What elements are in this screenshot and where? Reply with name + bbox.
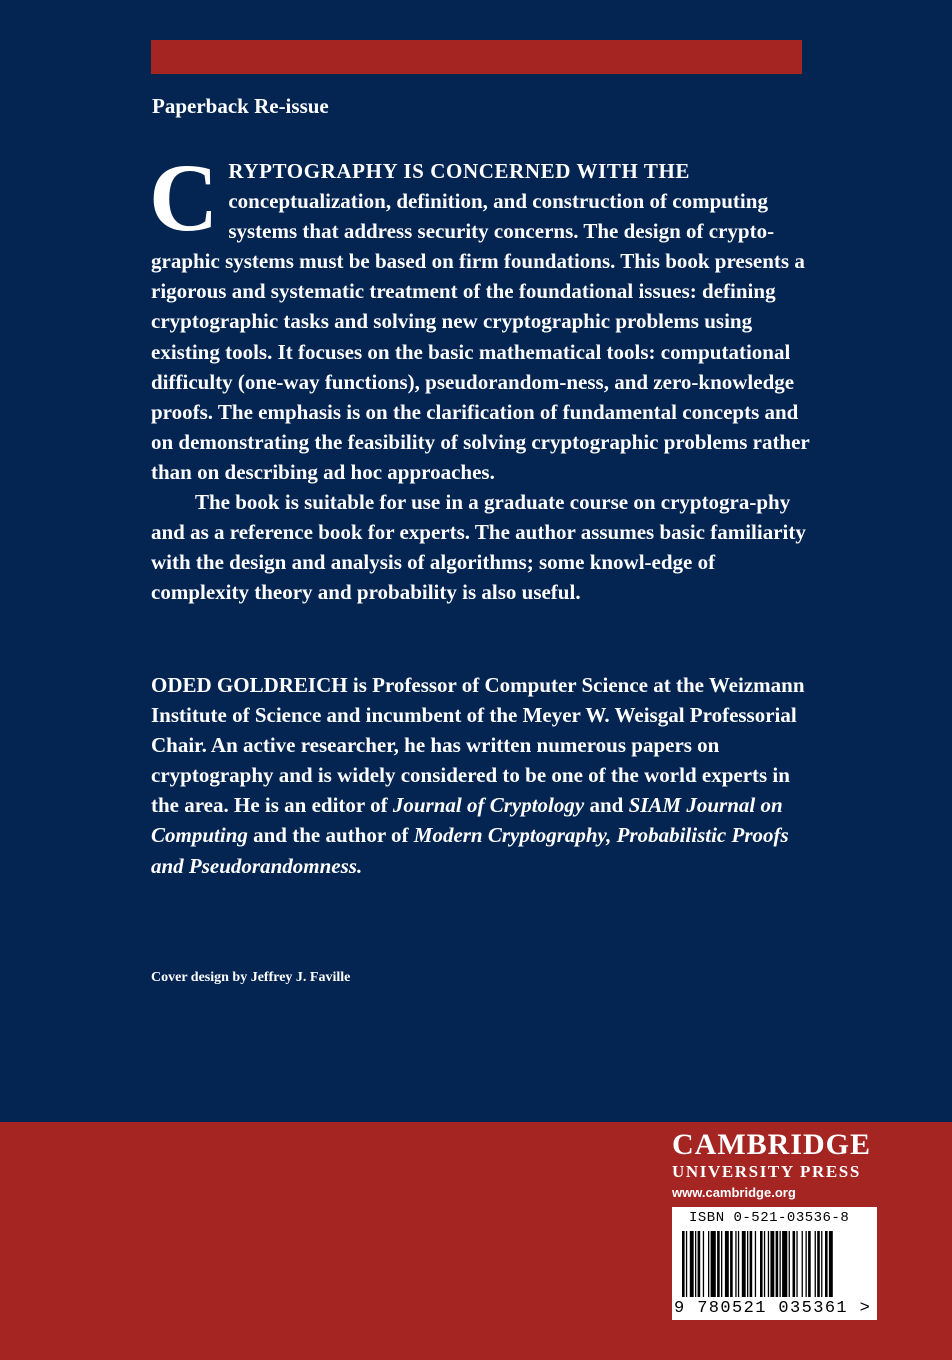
book-blurb: [149, 144, 811, 607]
author-bio-conj: and: [584, 793, 629, 818]
top-red-band: [151, 40, 802, 74]
author-bio-text-2: and the author of: [247, 823, 414, 848]
author-name: ODED GOLDREICH: [151, 673, 348, 697]
book-titles: Modern Cryptography, Probabilistic Proofs and Pseudorandomness.: [151, 823, 789, 878]
journal-title-2: SIAM Journal on Computing: [151, 793, 783, 848]
publisher-logo: [672, 1128, 882, 1200]
isbn-text: ISBN 0-521-03536-8: [689, 1210, 850, 1226]
journal-title-1: Journal of Cryptology: [392, 793, 585, 818]
blurb-paragraph-2: The book is suitable for use in a graduate course on cryptogra-phy and as a reference book for experts. The author assumes basic familiarity with the design and analysis of algorithms; some knowl-edge of complexity theory and probability is also useful.: [151, 490, 806, 605]
opening-caps: RYPTOGRAPHY IS CONCERNED WITH THE: [228, 159, 691, 183]
publisher-subtitle: UNIVERSITY PRESS: [672, 1162, 861, 1181]
publisher-url: www.cambridge.org: [672, 1185, 796, 1200]
barcode-digits: 9 780521 035361 >: [674, 1299, 872, 1318]
edition-label: Paperback Re-issue: [152, 94, 329, 118]
blurb-paragraph-1: [149, 144, 811, 487]
barcode-label: [672, 1207, 877, 1320]
drop-cap: C: [149, 144, 219, 251]
barcode-icon: [676, 1231, 873, 1297]
author-bio: [151, 670, 811, 881]
author-bio-text: is Professor of Computer Science at the Weizmann Institute of Science and incumbent of the Meyer W. Weisgal Professorial Chair. An active researcher, he has written numerous papers on cryptography and is widely considered to be one of the world experts in the area. He is an editor of: [151, 673, 805, 818]
blurb-paragraph-1-text: conceptualization, definition, and construction of computing systems that address security concerns. The design of crypto-graphic systems must be based on firm foundations. This book presents a rigorous and systematic treatment of the foundational issues: defining cryptographic tasks and solving new cryptographic problems using existing tools. It focuses on the basic mathematical tools: computational difficulty (one-way functions), pseudorandom-ness, and zero-knowledge proofs. The emphasis is on the clarification of fundamental concepts and on demonstrating the feasibility of solving cryptographic problems rather than on describing ad hoc approaches.: [151, 189, 810, 484]
publisher-name: CAMBRIDGE: [672, 1128, 872, 1161]
cover-credit: Cover design by Jeffrey J. Faville: [151, 970, 351, 985]
